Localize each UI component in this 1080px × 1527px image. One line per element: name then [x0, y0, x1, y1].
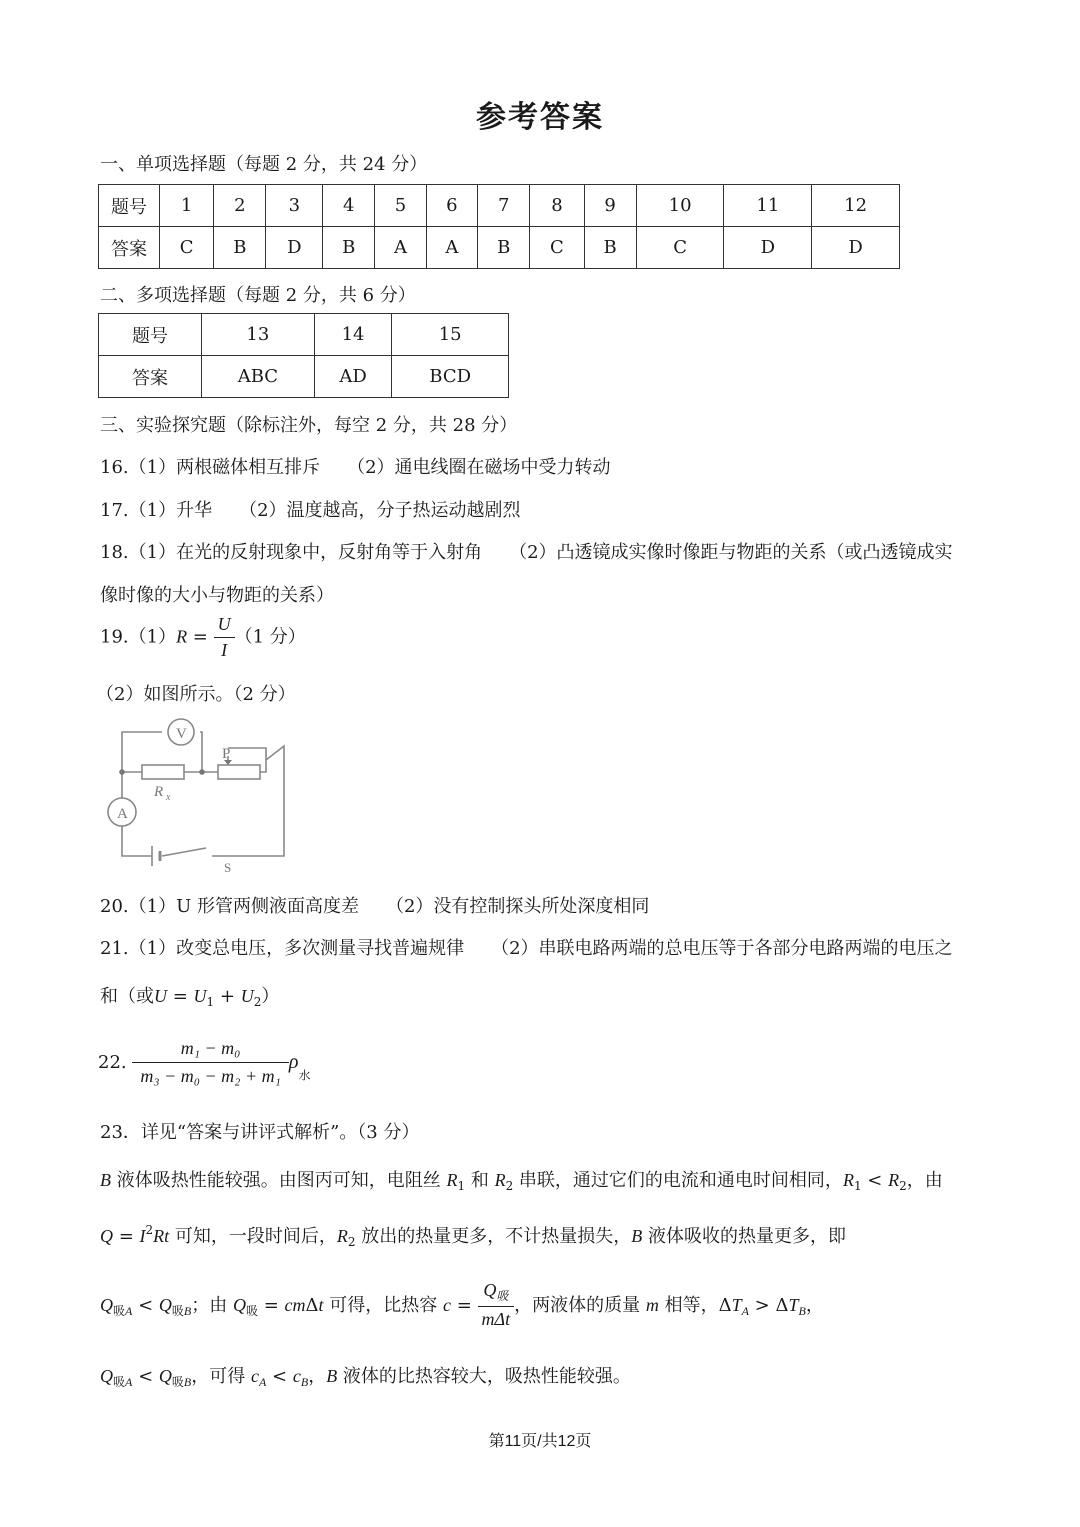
q19-numerator: U — [214, 614, 235, 638]
answer-19-part1 — [100, 614, 306, 661]
q19-prefix: 19.（1） — [100, 626, 177, 648]
slider-wire — [228, 748, 266, 760]
answer-21-line2 — [100, 982, 279, 1009]
q23-p3-e: ， — [805, 1295, 824, 1316]
q23-p1-d: ，由 — [906, 1170, 943, 1191]
single-choice-answer-cell: D — [812, 227, 900, 269]
resistor-label: R — [154, 784, 164, 800]
answer-23-para4: $Q_{吸A} < Q_{吸B}$，可得 $c_A < c_B$，B 液体的比热容较大，吸热性能较强。 — [100, 1366, 631, 1389]
q23-p4-b: ， — [308, 1366, 327, 1387]
answer-19-part2: （2）如图所示。（2 分） — [96, 684, 296, 705]
single-choice-answer-cell: D — [724, 227, 812, 269]
single-choice-answer-cell: B — [478, 227, 530, 269]
voltmeter-label: V — [176, 726, 187, 742]
single-choice-number-cell: 7 — [478, 185, 530, 227]
multi-choice-number-cell: 13 — [202, 314, 315, 356]
q23-p3-a: ；由 — [191, 1295, 233, 1316]
row-label-answer: 答案 — [99, 227, 160, 269]
row-label-number: 题号 — [99, 314, 202, 356]
section2-heading: 二、多项选择题（每题 2 分，共 6 分） — [100, 285, 416, 306]
xi-label: 吸 — [113, 1304, 126, 1318]
answer-23-line1: 23．详见“答案与讲评式解析”。（3 分） — [100, 1122, 420, 1143]
single-choice-answer-cell: B — [323, 227, 375, 269]
page-title-wrap — [0, 92, 1080, 136]
q19-lhs: R — [176, 626, 188, 647]
switch-blade — [162, 848, 206, 856]
q21-sub1: 1 — [206, 995, 215, 1009]
q21-plus: + — [214, 986, 241, 1007]
single-choice-number-cell: 12 — [812, 185, 900, 227]
single-choice-answer-cell: D — [266, 227, 323, 269]
single-choice-number-cell: 5 — [375, 185, 426, 227]
answer-23-para2: $Q = I^2Rt$ 可知，一段时间后，$R_2$ 放出的热量更多，不计热量损失，B 液体吸收的热量更多，即 — [100, 1223, 847, 1249]
wire — [122, 826, 152, 856]
q23-p4-a: ，可得 — [191, 1366, 251, 1387]
answer-21-line1: 21.（1）改变总电压，多次测量寻找普遍规律 （2）串联电路两端的总电压等于各部分电路两端的电压之 — [100, 938, 953, 959]
table-row-numbers — [99, 185, 900, 227]
answer-16: 16.（1）两根磁体相互排斥 （2）通电线圈在磁场中受力转动 — [100, 457, 611, 478]
q23-p3-c: ，两液体的质量 — [514, 1295, 646, 1316]
q22-denominator: m₃ − m₀ − m₂ + m₁ — [140, 1066, 281, 1086]
single-choice-number-cell: 9 — [584, 185, 636, 227]
q22-fraction — [132, 1038, 288, 1087]
page-title: 参考答案 — [476, 100, 604, 135]
single-choice-answer-cell: B — [214, 227, 266, 269]
single-choice-number-cell: 2 — [214, 185, 266, 227]
q19-denominator: I — [221, 640, 228, 660]
q21-eq: = — [167, 986, 194, 1007]
multi-choice-number-cell: 15 — [392, 314, 509, 356]
multi-choice-answer-cell: BCD — [392, 356, 509, 398]
xi-label: 吸 — [496, 1289, 509, 1303]
q21-suffix: ） — [261, 986, 280, 1007]
heat-capacity-fraction: $\frac{Q_吸}{\text{mΔt}}$ — [478, 1280, 515, 1330]
wire — [200, 732, 202, 772]
single-choice-number-cell: 10 — [636, 185, 724, 227]
q23-p3-d: 相等， — [658, 1295, 719, 1316]
q23-p3-b: 可得，比热容 — [323, 1295, 443, 1316]
single-choice-answer-cell: B — [584, 227, 636, 269]
q21-sub2: 2 — [253, 995, 262, 1009]
single-choice-answer-cell: C — [530, 227, 584, 269]
answer-20: 20.（1）U 形管两侧液面高度差 （2）没有控制探头所处深度相同 — [100, 896, 650, 917]
wire — [234, 746, 284, 856]
q22-rho-sub: 水 — [298, 1068, 311, 1083]
xi-label: 吸 — [113, 1375, 126, 1389]
table-row-answers — [99, 227, 900, 269]
q23-p2-a: 可知，一段时间后， — [169, 1226, 337, 1247]
answer-17: 17.（1）升华 （2）温度越高，分子热运动越剧烈 — [100, 500, 521, 521]
multi-choice-answer-cell: ABC — [202, 356, 315, 398]
single-choice-number-cell: 1 — [160, 185, 214, 227]
section1-heading: 一、单项选择题（每题 2 分，共 24 分） — [100, 154, 428, 175]
single-choice-answer-cell: C — [636, 227, 724, 269]
single-choice-answer-cell: A — [426, 227, 477, 269]
single-choice-number-cell: 6 — [426, 185, 477, 227]
table-row-numbers — [99, 314, 509, 356]
single-choice-number-cell: 11 — [724, 185, 812, 227]
slider-label: P — [222, 746, 231, 762]
q23-p2-c: 液体吸收的热量更多，即 — [642, 1226, 847, 1247]
q22-prefix: 22. — [98, 1052, 127, 1073]
q19-fraction — [214, 614, 235, 661]
answer-23-para3: $Q_{吸A} < Q_{吸B}$；由 $Q_吸 = cm\Delta t$ 可得，比热容 c = $\frac{Q_吸}{\text{mΔt}}$ ，两液体的质量 m 相等，$\Delta T_A > \Delta T_B$， — [100, 1280, 824, 1329]
ammeter-label: A — [117, 806, 128, 822]
multi-choice-table — [98, 313, 509, 398]
q23-p1-b: 和 — [465, 1170, 495, 1191]
xi-label: 吸 — [171, 1375, 184, 1389]
q22-rho: ρ — [288, 1051, 299, 1073]
circuit-diagram — [100, 712, 300, 872]
single-choice-number-cell: 3 — [266, 185, 323, 227]
q19-score: （1 分） — [234, 626, 306, 648]
q21-u: U — [154, 986, 167, 1006]
row-label-number: 题号 — [99, 185, 160, 227]
row-label-answer: 答案 — [99, 356, 202, 398]
multi-choice-answer-cell: AD — [314, 356, 392, 398]
q21-u2: U — [240, 986, 254, 1006]
switch-label: S — [224, 860, 232, 872]
answer-18-line2: 像时像的大小与物距的关系） — [100, 585, 334, 606]
single-choice-number-cell: 8 — [530, 185, 584, 227]
junction-dot — [119, 769, 125, 775]
q21-prefix: 和（或 — [100, 986, 154, 1007]
single-choice-number-cell: 4 — [323, 185, 375, 227]
q23-p4-c: 液体的比热容较大，吸热性能较强。 — [337, 1366, 631, 1387]
answer-18-line1: 18.（1）在光的反射现象中，反射角等于入射角 （2）凸透镜成实像时像距与物距的关系（或凸透镜成实 — [100, 542, 953, 563]
q21-u1: U — [193, 986, 207, 1006]
q23-p1-a: 液体吸热性能较强。由图丙可知，电阻丝 — [116, 1170, 447, 1191]
page-footer: 第11页/共12页 — [488, 1433, 592, 1450]
junction-dot — [199, 769, 205, 775]
single-choice-answer-cell: A — [375, 227, 426, 269]
resistor-rx — [142, 765, 184, 779]
xi-label: 吸 — [245, 1304, 258, 1318]
q19-eq: = — [187, 626, 214, 648]
single-choice-answer-cell: C — [160, 227, 214, 269]
resistor-sub-label: x — [166, 792, 171, 803]
answer-23-para1: B 液体吸热性能较强。由图丙可知，电阻丝 $R_1$ 和 $R_2$ 串联，通过它们的电流和通电时间相同，$R_1 < R_2$，由 — [100, 1170, 943, 1193]
single-choice-table — [98, 184, 900, 269]
q23-p1-c: 串联，通过它们的电流和通电时间相同， — [513, 1170, 843, 1191]
multi-choice-number-cell: 14 — [314, 314, 392, 356]
q22-numerator: m₁ − m₀ — [132, 1038, 288, 1063]
table-row-answers — [99, 356, 509, 398]
q23-p2-b: 放出的热量更多，不计热量损失， — [355, 1226, 632, 1247]
section3-heading: 三、实验探究题（除标注外，每空 2 分，共 28 分） — [100, 415, 518, 436]
xi-label: 吸 — [171, 1304, 184, 1318]
rheostat — [218, 765, 260, 779]
answer-22 — [98, 1038, 310, 1087]
